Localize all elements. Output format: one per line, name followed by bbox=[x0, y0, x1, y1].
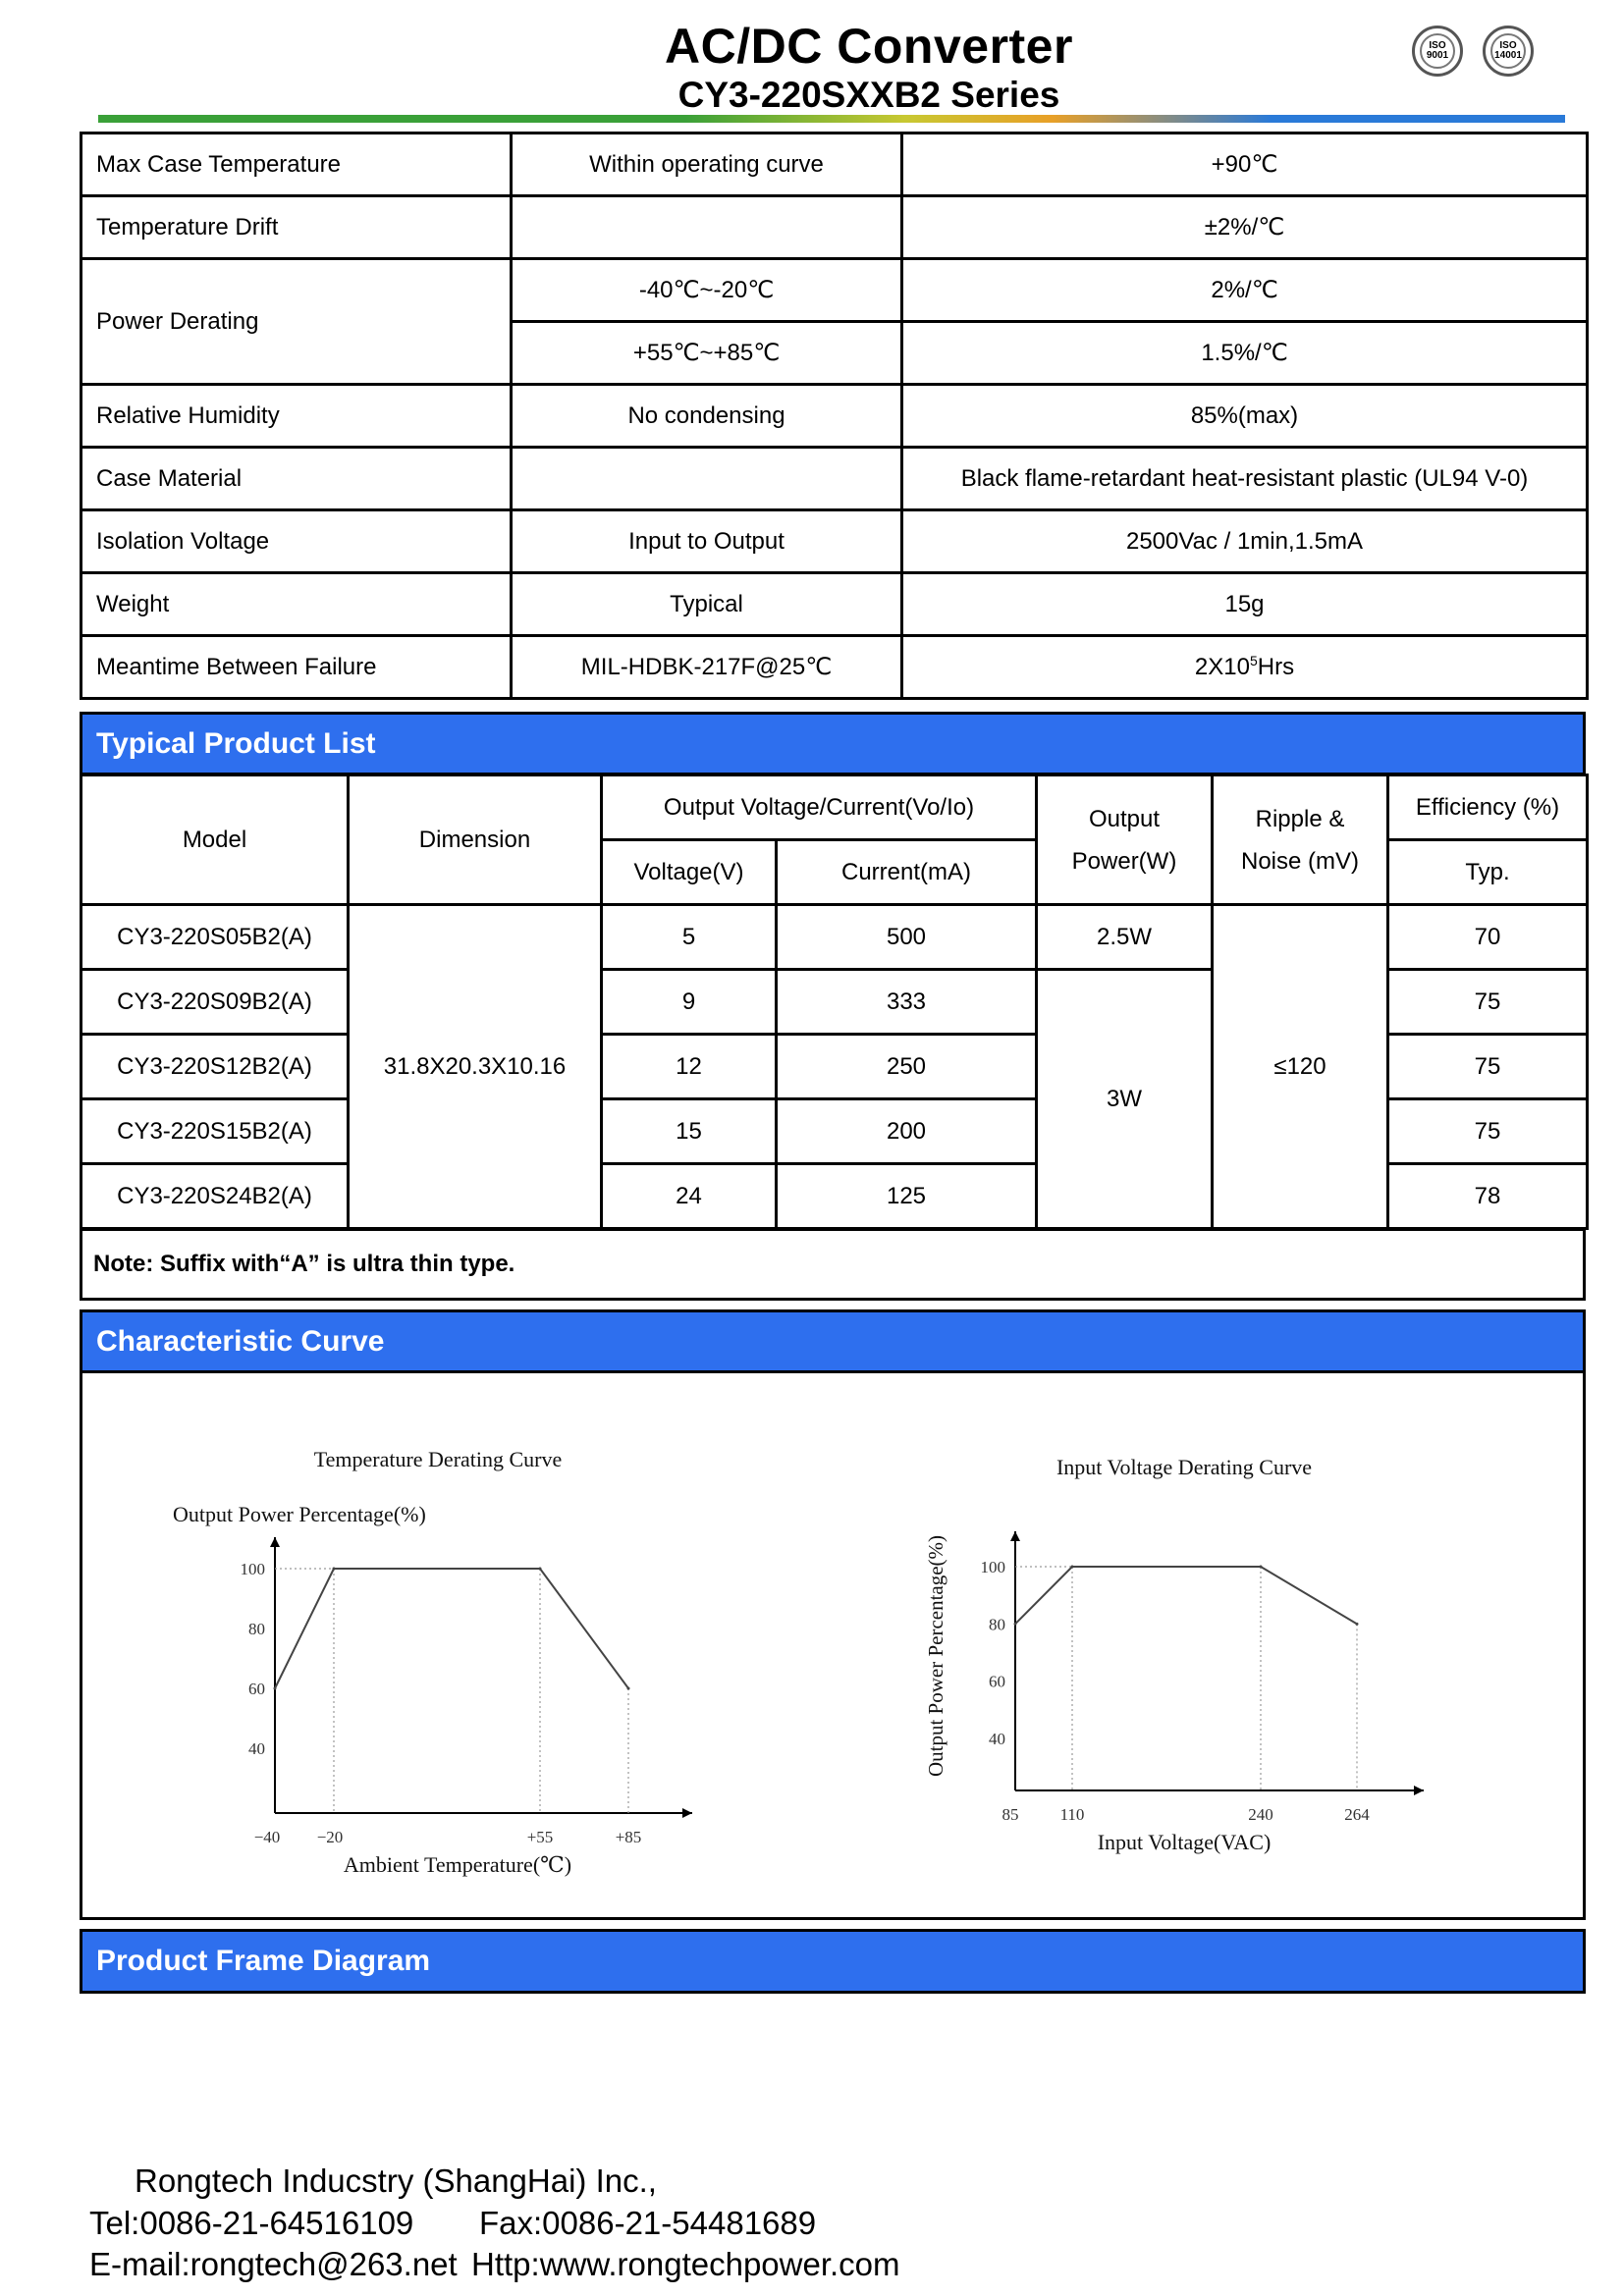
y-axis-arrow-icon bbox=[270, 1537, 280, 1547]
voltage-cell: 9 bbox=[602, 970, 777, 1035]
value-cell: 2500Vac / 1min,1.5mA bbox=[902, 510, 1588, 573]
y-axis-arrow-icon bbox=[1010, 1531, 1020, 1541]
voltage-cell: 15 bbox=[602, 1099, 777, 1164]
header-efficiency: Efficiency (%) bbox=[1388, 775, 1588, 840]
product-table bbox=[80, 774, 1589, 1230]
header-text: Power(W) bbox=[1071, 847, 1177, 875]
value-cell: 15g bbox=[902, 573, 1588, 636]
param-cell: Temperature Drift bbox=[81, 196, 512, 259]
param-cell: Max Case Temperature bbox=[81, 133, 512, 196]
badge-text: 9001 bbox=[1426, 50, 1449, 61]
current-cell: 125 bbox=[777, 1164, 1037, 1229]
condition-cell bbox=[512, 448, 902, 510]
model-cell: CY3-220S15B2(A) bbox=[81, 1099, 349, 1164]
curve-point bbox=[1071, 1566, 1074, 1569]
mtbf-unit: Hrs bbox=[1257, 654, 1295, 680]
section-header-characteristic-curve: Characteristic Curve bbox=[80, 1309, 1586, 1373]
footer-fax: Fax:0086-21-54481689 bbox=[479, 2205, 817, 2241]
efficiency-cell: 75 bbox=[1388, 970, 1588, 1035]
section-header-product-list: Typical Product List bbox=[80, 712, 1586, 775]
header-voltage: Voltage(V) bbox=[602, 840, 777, 905]
x-tick-label: 264 bbox=[1344, 1805, 1370, 1824]
footer-website: Http:www.rongtechpower.com bbox=[471, 2246, 900, 2282]
spec-table bbox=[80, 132, 1589, 700]
x-tick-label: −20 bbox=[316, 1828, 344, 1846]
x-axis-arrow-icon bbox=[682, 1808, 692, 1818]
curve-point bbox=[1014, 1623, 1017, 1626]
y-tick-label: 60 bbox=[248, 1680, 265, 1698]
table-row bbox=[81, 510, 1588, 573]
y-tick-label: 80 bbox=[248, 1620, 265, 1638]
header-current: Current(mA) bbox=[777, 840, 1037, 905]
curve-point bbox=[333, 1568, 336, 1571]
y-tick-label: 100 bbox=[240, 1560, 265, 1578]
efficiency-cell: 75 bbox=[1388, 1099, 1588, 1164]
y-tick-label: 80 bbox=[989, 1615, 1005, 1634]
footer-company: Rongtech Inducstry (ShangHai) Inc., bbox=[135, 2163, 657, 2199]
curve-point bbox=[539, 1568, 542, 1571]
value-cell bbox=[902, 636, 1588, 699]
x-axis-label: Input Voltage(VAC) bbox=[1097, 1830, 1272, 1854]
header-ripple-noise bbox=[1213, 775, 1388, 905]
current-cell: 500 bbox=[777, 905, 1037, 970]
derating-curve-line bbox=[275, 1569, 628, 1688]
header-model: Model bbox=[81, 775, 349, 905]
param-cell: Relative Humidity bbox=[81, 385, 512, 448]
condition-cell: +55℃~+85℃ bbox=[512, 322, 902, 385]
x-tick-label: −40 bbox=[253, 1828, 281, 1846]
table-row bbox=[81, 259, 1588, 322]
chart-title: Input Voltage Derating Curve bbox=[1056, 1455, 1313, 1479]
value-cell: Black flame-retardant heat-resistant plastic (UL94 V-0) bbox=[902, 448, 1588, 510]
table-row bbox=[81, 448, 1588, 510]
curve-point bbox=[1356, 1623, 1359, 1626]
x-tick-label: +55 bbox=[526, 1828, 554, 1846]
derating-curve-line bbox=[1015, 1567, 1357, 1624]
condition-cell: -40℃~-20℃ bbox=[512, 259, 902, 322]
curve-point bbox=[1260, 1566, 1263, 1569]
table-row bbox=[81, 385, 1588, 448]
table-row bbox=[81, 636, 1588, 699]
table-row bbox=[81, 573, 1588, 636]
badge-text: 14001 bbox=[1494, 50, 1522, 61]
dimension-cell: 31.8X20.3X10.16 bbox=[349, 905, 602, 1229]
document-subtitle: CY3-220SXXB2 Series bbox=[677, 75, 1060, 115]
condition-cell bbox=[512, 196, 902, 259]
efficiency-cell: 75 bbox=[1388, 1035, 1588, 1099]
y-axis-label: Output Power Percentage(%) bbox=[173, 1502, 426, 1526]
x-tick-label: +85 bbox=[615, 1828, 642, 1846]
value-cell: +90℃ bbox=[902, 133, 1588, 196]
curve-point bbox=[627, 1687, 630, 1690]
ripple-cell: ≤120 bbox=[1213, 905, 1388, 1229]
ultra-thin-note: Note: Suffix with“A” is ultra thin type. bbox=[93, 1251, 515, 1277]
condition-cell: MIL-HDBK-217F@25℃ bbox=[512, 636, 902, 699]
power-cell: 2.5W bbox=[1037, 905, 1213, 970]
model-cell: CY3-220S12B2(A) bbox=[81, 1035, 349, 1099]
y-tick-label: 40 bbox=[248, 1739, 265, 1758]
condition-cell: Typical bbox=[512, 573, 902, 636]
param-cell: Meantime Between Failure bbox=[81, 636, 512, 699]
condition-cell: No condensing bbox=[512, 385, 902, 448]
mtbf-exponent: 5 bbox=[1249, 653, 1258, 668]
curve-point bbox=[274, 1687, 277, 1690]
param-cell: Power Derating bbox=[81, 259, 512, 385]
footer-tel: Tel:0086-21-64516109 bbox=[89, 2205, 414, 2241]
voltage-cell: 24 bbox=[602, 1164, 777, 1229]
table-header-row bbox=[81, 775, 1588, 840]
chart-title: Temperature Derating Curve bbox=[313, 1447, 563, 1471]
table-row bbox=[81, 905, 1588, 970]
value-cell: 85%(max) bbox=[902, 385, 1588, 448]
x-tick-label: 85 bbox=[1001, 1805, 1019, 1824]
input-voltage-derating-chart bbox=[903, 1433, 1473, 1875]
badge-text: ISO bbox=[1499, 40, 1517, 51]
condition-cell: Within operating curve bbox=[512, 133, 902, 196]
section-header-frame-diagram: Product Frame Diagram bbox=[80, 1929, 1586, 1994]
param-cell: Case Material bbox=[81, 448, 512, 510]
x-axis-label: Ambient Temperature(℃) bbox=[343, 1852, 572, 1877]
current-cell: 200 bbox=[777, 1099, 1037, 1164]
iso-9001-badge-icon bbox=[1412, 26, 1463, 77]
voltage-cell: 12 bbox=[602, 1035, 777, 1099]
x-tick-label: 240 bbox=[1248, 1805, 1273, 1824]
x-axis-arrow-icon bbox=[1414, 1786, 1424, 1795]
current-cell: 333 bbox=[777, 970, 1037, 1035]
condition-cell: Input to Output bbox=[512, 510, 902, 573]
model-cell: CY3-220S05B2(A) bbox=[81, 905, 349, 970]
y-tick-label: 40 bbox=[989, 1730, 1005, 1748]
param-cell: Weight bbox=[81, 573, 512, 636]
table-row bbox=[81, 196, 1588, 259]
document-title: AC/DC Converter bbox=[665, 19, 1073, 74]
efficiency-cell: 78 bbox=[1388, 1164, 1588, 1229]
footer-email: E-mail:rongtech@263.net bbox=[89, 2246, 458, 2282]
header-output-vi: Output Voltage/Current(Vo/Io) bbox=[602, 775, 1037, 840]
header-dimension: Dimension bbox=[349, 775, 602, 905]
table-row bbox=[81, 133, 1588, 196]
value-cell: 1.5%/℃ bbox=[902, 322, 1588, 385]
model-cell: CY3-220S24B2(A) bbox=[81, 1164, 349, 1229]
header-text: Ripple & bbox=[1255, 805, 1345, 832]
y-tick-label: 100 bbox=[980, 1558, 1005, 1576]
current-cell: 250 bbox=[777, 1035, 1037, 1099]
value-cell: 2%/℃ bbox=[902, 259, 1588, 322]
efficiency-cell: 70 bbox=[1388, 905, 1588, 970]
iso-14001-badge-icon bbox=[1483, 26, 1534, 77]
param-cell: Isolation Voltage bbox=[81, 510, 512, 573]
header-output-power bbox=[1037, 775, 1213, 905]
value-cell: ±2%/℃ bbox=[902, 196, 1588, 259]
header-text: Output bbox=[1088, 805, 1161, 832]
y-tick-label: 60 bbox=[989, 1672, 1005, 1691]
header-typ: Typ. bbox=[1388, 840, 1588, 905]
y-axis-label: Output Power Percentage(%) bbox=[924, 1534, 947, 1778]
voltage-cell: 5 bbox=[602, 905, 777, 970]
header-text: Noise (mV) bbox=[1240, 847, 1359, 875]
x-tick-label: 110 bbox=[1059, 1805, 1085, 1824]
model-cell: CY3-220S09B2(A) bbox=[81, 970, 349, 1035]
temperature-derating-chart bbox=[147, 1423, 736, 1895]
header-divider bbox=[98, 115, 1565, 123]
mtbf-base: 2X10 bbox=[1194, 654, 1250, 680]
badge-text: ISO bbox=[1429, 40, 1446, 51]
power-cell: 3W bbox=[1037, 970, 1213, 1229]
